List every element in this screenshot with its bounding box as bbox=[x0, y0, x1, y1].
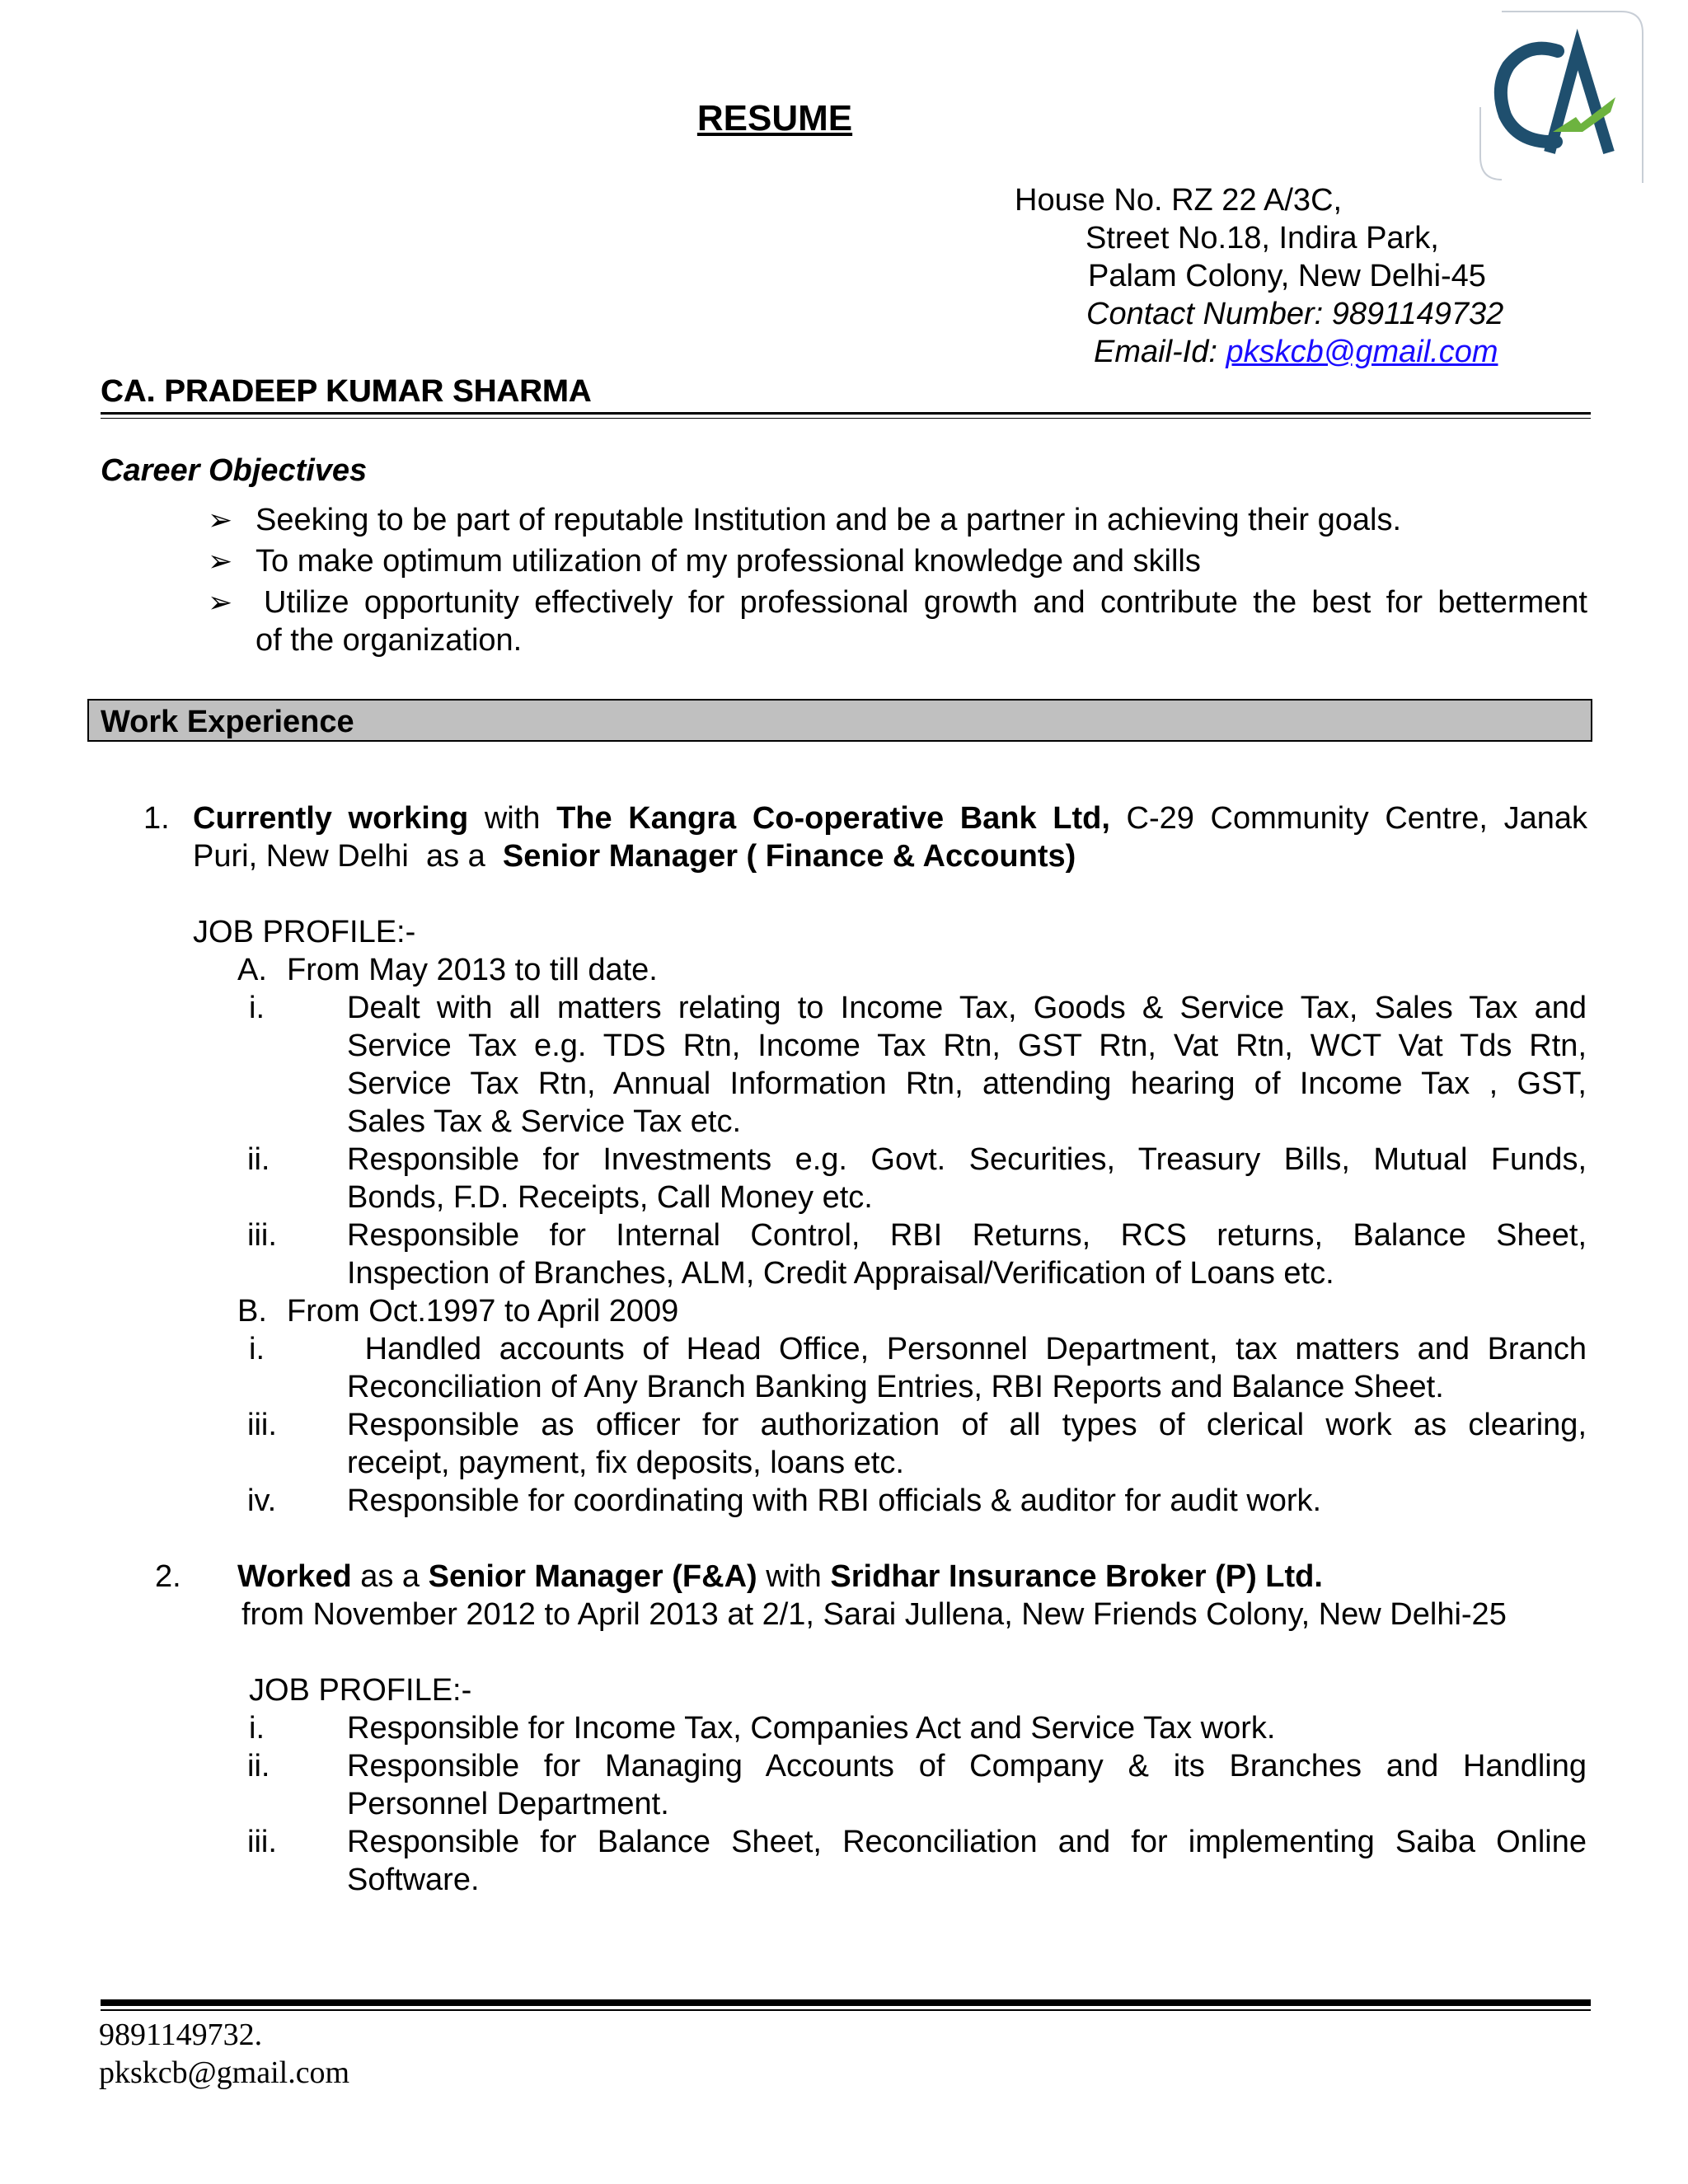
email-link[interactable]: pkskcb@gmail.com bbox=[1226, 335, 1498, 369]
item-line: Handled accounts of Head Office, Personnel Department, tax matters and Branch bbox=[347, 1332, 1587, 1366]
job1-location: Puri, New Delhi as a bbox=[193, 839, 503, 874]
item-line: Sales Tax & Service Tax etc. bbox=[347, 1104, 742, 1139]
footer-phone: 9891149732. bbox=[99, 2018, 263, 2052]
item-number: iii. bbox=[247, 1218, 277, 1253]
job1-status: Currently working bbox=[193, 801, 469, 836]
ca-logo-graphic bbox=[1477, 8, 1646, 183]
period-a-label: A. bbox=[237, 953, 267, 987]
job2-role: Senior Manager (F&A) bbox=[428, 1559, 757, 1594]
job1-role: Senior Manager ( Finance & Accounts) bbox=[502, 839, 1076, 874]
item-line: Software. bbox=[347, 1863, 480, 1897]
header-rule-thick bbox=[101, 412, 1591, 415]
footer-rule-thick bbox=[101, 1999, 1591, 2006]
item-line: Dealt with all matters relating to Income Tax, Goods & Service Tax, Sales Tax and bbox=[347, 991, 1587, 1025]
item-line: Responsible for Managing Accounts of Company & its Branches and Handling bbox=[347, 1749, 1587, 1783]
objective-item: Seeking to be part of reputable Institution and be a partner in achieving their goals. bbox=[256, 503, 1402, 537]
item-number: iii. bbox=[247, 1408, 277, 1442]
period-a-text: From May 2013 to till date. bbox=[287, 953, 658, 987]
job-number: 2. bbox=[155, 1559, 181, 1594]
email-label: Email-Id: bbox=[1094, 335, 1226, 369]
item-line: Responsible for Income Tax, Companies Act and Service Tax work. bbox=[347, 1711, 1276, 1746]
job2-status: Worked bbox=[237, 1559, 352, 1594]
item-line: Personnel Department. bbox=[347, 1787, 669, 1821]
objective-item: Utilize opportunity effectively for professional growth and contribute the best for betterment bbox=[264, 585, 1587, 620]
item-number: iii. bbox=[247, 1825, 277, 1859]
item-number: ii. bbox=[247, 1749, 270, 1783]
job2-line2: from November 2012 to April 2013 at 2/1, Sarai Jullena, New Friends Colony, New Delhi-25 bbox=[241, 1597, 1507, 1632]
work-experience-section-header bbox=[87, 699, 1592, 742]
objective-item-continued: of the organization. bbox=[256, 623, 523, 658]
item-line: Reconciliation of Any Branch Banking Entries, RBI Reports and Balance Sheet. bbox=[347, 1370, 1444, 1404]
job1-line1 bbox=[193, 799, 1587, 837]
job1-profile-label: JOB PROFILE:- bbox=[193, 915, 416, 949]
job2-line1 bbox=[237, 1558, 1323, 1596]
bullet-arrow-icon: ➢ bbox=[208, 544, 233, 578]
work-experience-heading: Work Experience bbox=[101, 705, 354, 739]
job-number: 1. bbox=[143, 801, 170, 836]
bullet-arrow-icon: ➢ bbox=[208, 585, 233, 619]
item-number: i. bbox=[249, 1332, 265, 1366]
item-line: Responsible for Investments e.g. Govt. Securities, Treasury Bills, Mutual Funds, bbox=[347, 1142, 1587, 1177]
item-line: Responsible as officer for authorization of all types of clerical work as clearing, bbox=[347, 1408, 1587, 1442]
job2-with: with bbox=[757, 1559, 831, 1594]
objective-item: To make optimum utilization of my professional knowledge and skills bbox=[256, 544, 1201, 579]
resume-title: RESUME bbox=[696, 98, 853, 138]
career-objectives-heading: Career Objectives bbox=[101, 453, 368, 488]
item-line: Service Tax e.g. TDS Rtn, Income Tax Rtn, GST Rtn, Vat Rtn, WCT Vat Tds Rtn, bbox=[347, 1029, 1587, 1063]
candidate-name: CA. PRADEEP KUMAR SHARMA bbox=[101, 374, 592, 409]
address-line-1: House No. RZ 22 A/3C, bbox=[1015, 183, 1343, 218]
job1-address: C-29 Community Centre, Janak bbox=[1109, 801, 1587, 836]
header-rule-thin bbox=[101, 418, 1591, 419]
item-line: Bonds, F.D. Receipts, Call Money etc. bbox=[347, 1180, 873, 1215]
item-line: Service Tax Rtn, Annual Information Rtn, attending hearing of Income Tax , GST, bbox=[347, 1066, 1587, 1101]
item-number: ii. bbox=[247, 1142, 270, 1177]
bullet-arrow-icon: ➢ bbox=[208, 503, 233, 537]
job2-profile-label: JOB PROFILE:- bbox=[249, 1673, 472, 1708]
address-line-2: Street No.18, Indira Park, bbox=[1085, 221, 1439, 255]
item-line: Responsible for Balance Sheet, Reconciliation and for implementing Saiba Online bbox=[347, 1825, 1587, 1859]
job1-line2 bbox=[193, 837, 1076, 875]
item-line: Responsible for coordinating with RBI officials & auditor for audit work. bbox=[347, 1483, 1322, 1518]
job1-with: with bbox=[468, 801, 557, 836]
period-b-label: B. bbox=[237, 1294, 267, 1329]
item-number: i. bbox=[249, 1711, 265, 1746]
job1-company: The Kangra Co-operative Bank Ltd, bbox=[556, 801, 1110, 836]
item-line: Inspection of Branches, ALM, Credit Appraisal/Verification of Loans etc. bbox=[347, 1256, 1334, 1291]
ca-logo bbox=[1477, 8, 1646, 183]
item-number: iv. bbox=[247, 1483, 277, 1518]
footer-email: pkskcb@gmail.com bbox=[99, 2055, 350, 2090]
address-line-3: Palam Colony, New Delhi-45 bbox=[1088, 259, 1486, 293]
item-line: receipt, payment, fix deposits, loans etc. bbox=[347, 1446, 904, 1480]
footer-rule-thin bbox=[101, 2009, 1591, 2011]
email-line bbox=[1094, 333, 1498, 371]
item-line: Responsible for Internal Control, RBI Returns, RCS returns, Balance Sheet, bbox=[347, 1218, 1587, 1253]
period-b-text: From Oct.1997 to April 2009 bbox=[287, 1294, 679, 1329]
contact-number: Contact Number: 9891149732 bbox=[1086, 297, 1504, 331]
job2-company: Sridhar Insurance Broker (P) Ltd. bbox=[830, 1559, 1323, 1594]
job2-as-a: as a bbox=[351, 1559, 429, 1594]
item-number: i. bbox=[249, 991, 265, 1025]
